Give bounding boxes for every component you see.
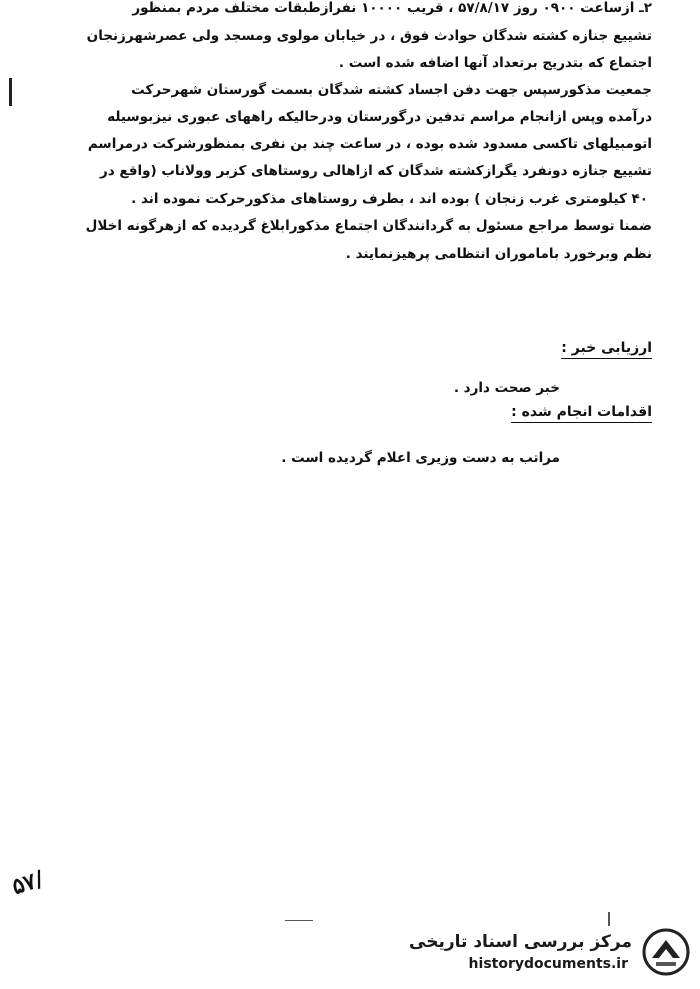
body-line-5: درآمده وپس ازانجام مراسم تدفین درگورستان ودرحالیکه راههای عبوری نیزبوسیله — [107, 109, 652, 125]
body-line-1: ۲ـ ازساعت ۰۹۰۰ روز ۵۷/۸/۱۷ ، قریب ۱۰۰۰۰ نفرازطبقات مختلف مردم بمنظور — [132, 0, 652, 16]
body-line-3: اجتماع که بتدریج برتعداد آنها اضافه شده است . — [338, 55, 652, 71]
evaluation-heading: ارزیابی خبر : — [561, 340, 652, 359]
footer-dash — [285, 920, 313, 921]
body-line-8: ۴۰ کیلومتری غرب زنجان ) بوده اند ، بطرف روستاهای مذکورحرکت نموده اند . — [131, 191, 648, 207]
body-line-4: جمعیت مذکورسپس جهت دفن اجساد کشته شدگان بسمت گورستان شهرحرکت — [131, 82, 652, 98]
body-line-10: نظم وبرخورد باماموران انتظامی پرهیزنمایند . — [345, 246, 652, 262]
body-line-2: تشییع جنازه کشته شدگان حوادث فوق ، در خیابان مولوی ومسجد ولی عصرشهرزنجان — [86, 28, 652, 44]
body-line-7: تشییع جنازه دونفرد یگرازکشته شدگان که ازاهالی روستاهای کزبر وولاناب (واقع در — [100, 163, 652, 179]
archive-logo-icon — [642, 928, 690, 976]
margin-page-number: ۵۷/ — [8, 865, 47, 901]
watermark — [390, 928, 690, 978]
actions-text: مراتب به دست وزیری اعلام گردیده است . — [281, 450, 560, 466]
evaluation-text: خبر صحت دارد . — [453, 380, 560, 396]
watermark-url: historydocuments.ir — [468, 956, 628, 972]
footer-tick — [608, 912, 610, 926]
watermark-title: مرکز بررسی اسناد تاریخی — [409, 932, 632, 952]
body-line-9: ضمنا توسط مراجع مسئول به گردانندگان اجتماع مذکورابلاغ گردیده که ازهرگونه اخلال — [85, 218, 652, 234]
punch-hole-mark — [8, 78, 14, 108]
actions-heading: اقدامات انجام شده : — [511, 404, 652, 423]
body-line-6: اتومبیلهای تاکسی مسدود شده بوده ، در ساعت چند بن نفری بمنظورشرکت درمراسم — [87, 136, 652, 152]
